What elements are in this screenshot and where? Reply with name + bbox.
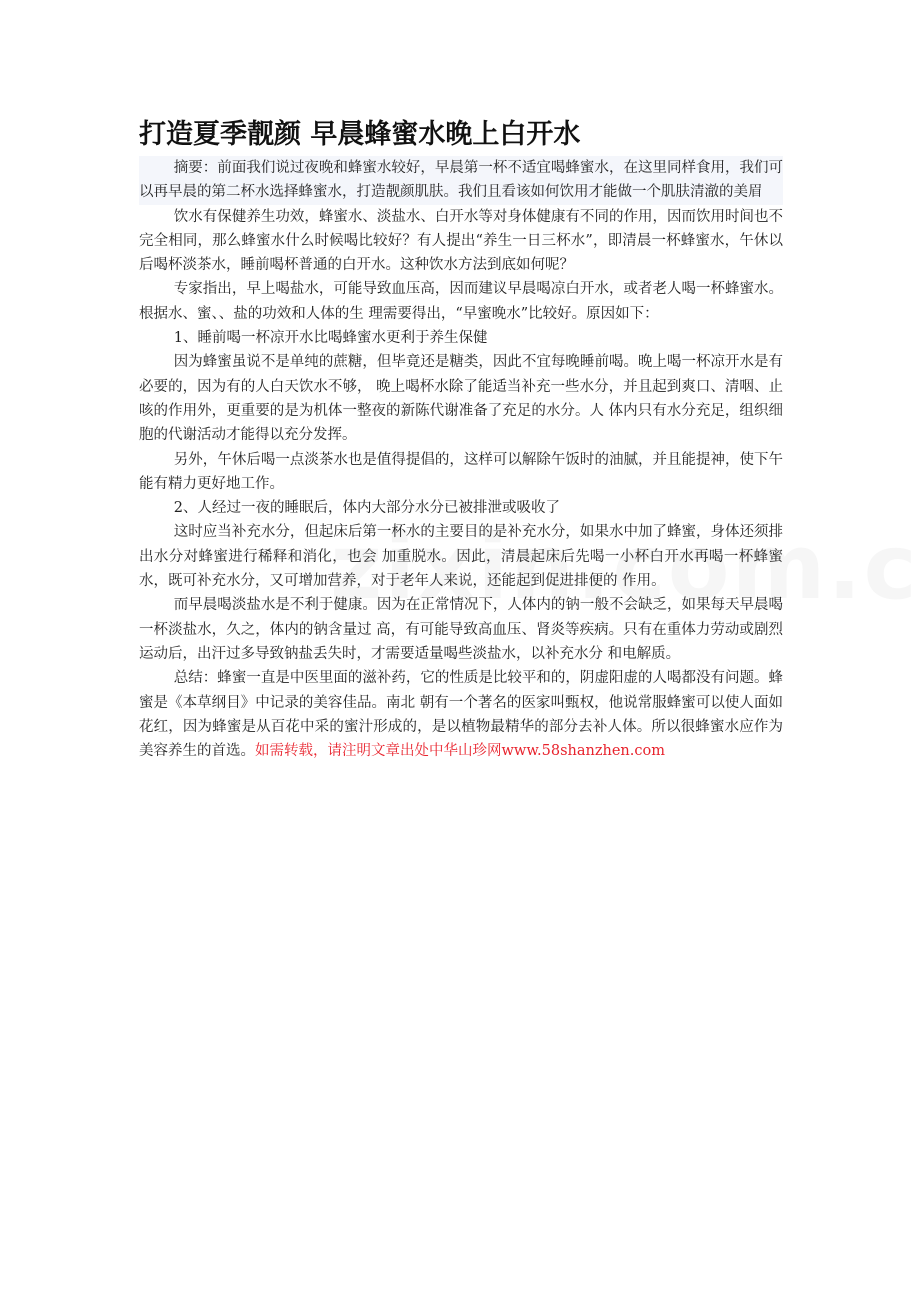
article-summary: 摘要：前面我们说过夜晚和蜂蜜水较好，早晨第一杯不适宜喝蜂蜜水，在这里同样食用，我们可以再早晨的第二杯水选择蜂蜜水，打造靓颜肌肤。我们且看该如何饮用才能做一个肌肤清澈的美眉 [139,156,783,205]
section-heading-2: 2、人经过一夜的睡眠后，体内大部分水分已被排泄或吸收了 [173,500,561,517]
paragraph-3: 因为蜂蜜虽说不是单纯的蔗糖，但毕竟还是糖类，因此不宜每晚睡前喝。晚上喝一杯凉开水是有必要的，因为有的人白天饮水不够， 晚上喝杯水除了能适当补充一些水分，并且起到爽口、清咽、止咳的作用外，更重要的是为机体一整夜的新陈代谢准备了充足的水分。人 体内只有水分充足，组织细胞的代谢活动才能得以充分发挥。 [139,354,783,444]
article-title: 打造夏季靓颜 早晨蜂蜜水晚上白开水 [139,119,581,150]
reprint-notice: 如需转载，请注明文章出处中华山珍网www.58shanzhen.com [255,743,665,760]
paragraph-1: 饮水有保健养生功效，蜂蜜水、淡盐水、白开水等对身体健康有不同的作用，因而饮用时间也不完全相同，那么蜂蜜水什么时候喝比较好？有人提出“养生一日三杯水”，即清晨一杯蜂蜜水，午休以后喝杯淡茶水，睡前喝杯普通的白开水。这种饮水方法到底如何呢？ [139,208,783,274]
section-heading-1: 1、睡前喝一杯凉开水比喝蜂蜜水更利于养生保健 [173,330,488,347]
paragraph-5: 这时应当补充水分，但起床后第一杯水的主要目的是补充水分，如果水中加了蜂蜜，身体还须排出水分对蜂蜜进行稀释和消化，也会 加重脱水。因此，清晨起床后先喝一小杯白开水再喝一杯蜂蜜水，既可补充水分，又可增加营养，对于老年人来说，还能起到促进排便的 作用。 [139,524,783,590]
paragraph-6: 而早晨喝淡盐水是不利于健康。因为在正常情况下，人体内的钠一般不会缺乏，如果每天早晨喝一杯淡盐水，久之，体内的钠含量过 高，有可能导致高血压、肾炎等疾病。只有在重体力劳动或剧烈运动后，出汗过多导致钠盐丢失时，才需要适量喝些淡盐水，以补充水分 和电解质。 [139,597,783,662]
conclusion-text: 总结：蜂蜜一直是中医里面的滋补药，它的性质是比较平和的，阴虚阳虚的人喝都没有问题。蜂蜜是《本草纲目》中记录的美容佳品。南北 朝有一个著名的医家叫甄权，他说常服蜂蜜可以使人面如花红，因为蜂蜜是从百花中采的蜜汁形成的，是以植物最精华的部分去补人体。所以很蜂蜜水应作为美容养生的首选。 [139,670,783,760]
conclusion-paragraph [139,666,783,763]
paragraph-2: 专家指出，早上喝盐水，可能导致血压高，因而建议早晨喝凉白开水，或者老人喝一杯蜂蜜水。根据水、蜜、、盐的功效和人体的生 理需要得出，“早蜜晚水”比较好。原因如下： [139,281,783,322]
article [139,118,783,763]
paragraph-4: 另外，午休后喝一点淡茶水也是值得提倡的，这样可以解除午饭时的油腻，并且能提神，使下午能有精力更好地工作。 [139,451,783,492]
